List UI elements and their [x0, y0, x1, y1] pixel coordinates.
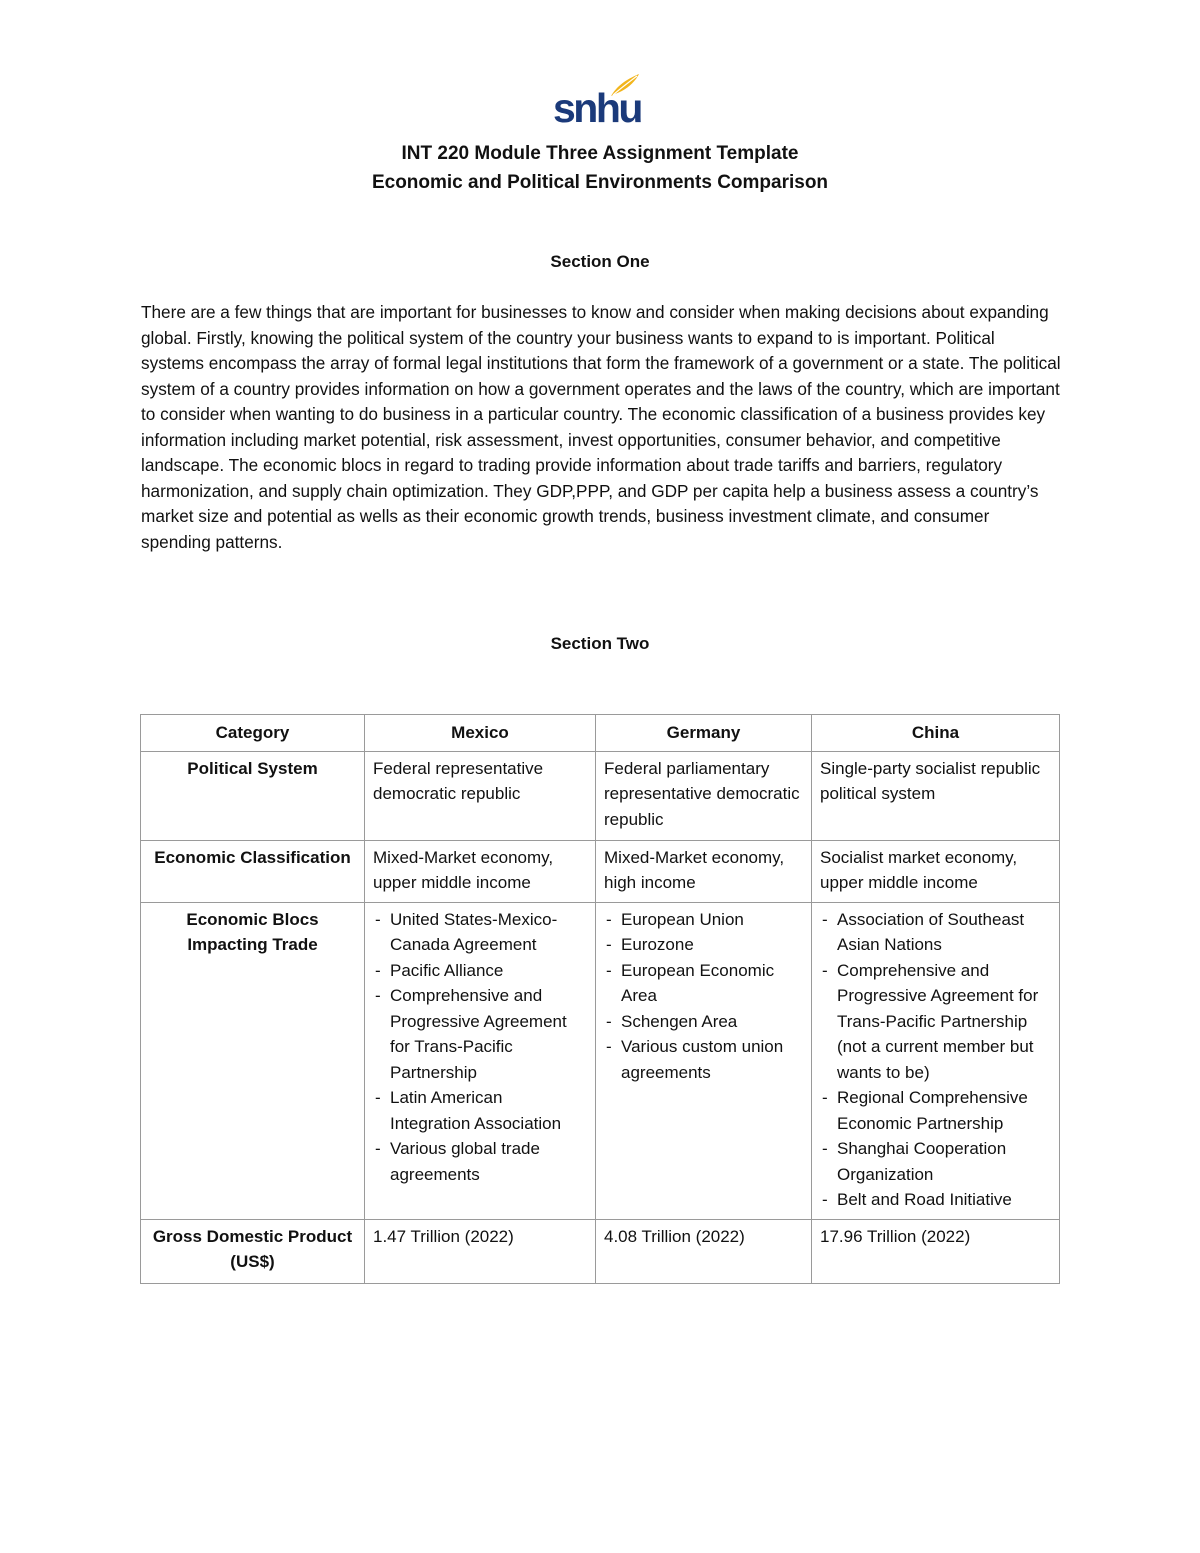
cell-china-gdp: 17.96 Trillion (2022) — [812, 1219, 1060, 1283]
cell-germany-gdp: 4.08 Trillion (2022) — [596, 1219, 812, 1283]
comparison-table — [140, 714, 1060, 1284]
document-title: INT 220 Module Three Assignment Template — [401, 143, 799, 164]
list-item: - Various custom union agreements — [604, 1034, 803, 1085]
list-item: - European Economic Area — [604, 958, 803, 1009]
snhu-logo — [553, 72, 645, 134]
row-label-gdp: Gross Domestic Product (US$) — [141, 1219, 365, 1283]
section-one-paragraph: There are a few things that are important for businesses to know and consider when making decisions about expanding global. Firstly, knowing the political system of the country your business wants to expand to is important. Political systems encompass the array of formal legal institutions that form the framework of a government or a state. The political system of a country provides information on how a government operates and the laws of the country, which are important to consider when wanting to do business in a particular country. The economic classification of a business provides key information including market potential, risk assessment, invest opportunities, consumer behavior, and competitive landscape. The economic blocs in regard to trading provide information about trade tariffs and barriers, regulatory harmonization, and supply chain optimization. They GDP,PPP, and GDP per capita help a business assess a country’s market size and potential as wells as their economic growth trends, business investment climate, and consumer spending patterns. — [141, 302, 1061, 552]
germany-blocs-list — [604, 907, 803, 1086]
list-item: - Pacific Alliance — [373, 958, 587, 984]
header-germany: Germany — [596, 715, 812, 752]
cell-mexico-political: Federal representative democratic republic — [365, 751, 596, 840]
row-label-economic-blocs: Economic Blocs Impacting Trade — [141, 902, 365, 1219]
list-item: - United States-Mexico-Canada Agreement — [373, 907, 587, 958]
cell-mexico-gdp: 1.47 Trillion (2022) — [365, 1219, 596, 1283]
row-label-political-system: Political System — [141, 751, 365, 840]
row-label-economic-classification: Economic Classification — [141, 840, 365, 902]
cell-mexico-blocs — [365, 902, 596, 1219]
cell-germany-political: Federal parliamentary representative democratic republic — [596, 751, 812, 840]
table-row — [141, 751, 1060, 840]
header-mexico: Mexico — [365, 715, 596, 752]
list-item: - Association of Southeast Asian Nations — [820, 907, 1051, 958]
section-two-heading: Section Two — [550, 634, 650, 653]
cell-mexico-economic: Mixed-Market economy, upper middle income — [365, 840, 596, 902]
mexico-blocs-list — [373, 907, 587, 1188]
list-item: - Comprehensive and Progressive Agreement for Trans-Pacific Partnership (not a current member but wants to be) — [820, 958, 1051, 1086]
cell-germany-blocs — [596, 902, 812, 1219]
table-row — [141, 840, 1060, 902]
cell-china-political: Single-party socialist republic political system — [812, 751, 1060, 840]
list-item: - Belt and Road Initiative — [820, 1187, 1051, 1213]
list-item: - Shanghai Cooperation Organization — [820, 1136, 1051, 1187]
cell-china-blocs — [812, 902, 1060, 1219]
cell-germany-economic: Mixed-Market economy, high income — [596, 840, 812, 902]
list-item: - Regional Comprehensive Economic Partnership — [820, 1085, 1051, 1136]
list-item: - European Union — [604, 907, 803, 933]
table-row — [141, 1219, 1060, 1283]
header-china: China — [812, 715, 1060, 752]
list-item: - Latin American Integration Association — [373, 1085, 587, 1136]
logo-wordmark: snhu — [553, 85, 641, 131]
list-item: - Eurozone — [604, 932, 803, 958]
table-row — [141, 902, 1060, 1219]
table-header-row — [141, 715, 1060, 752]
list-item: - Comprehensive and Progressive Agreement for Trans-Pacific Partnership — [373, 983, 587, 1085]
section-one-heading: Section One — [550, 252, 650, 271]
china-blocs-list — [820, 907, 1051, 1213]
header-category: Category — [141, 715, 365, 752]
cell-china-economic: Socialist market economy, upper middle income — [812, 840, 1060, 902]
document-subtitle: Economic and Political Environments Comparison — [371, 172, 829, 193]
list-item: - Various global trade agreements — [373, 1136, 587, 1187]
list-item: - Schengen Area — [604, 1009, 803, 1035]
